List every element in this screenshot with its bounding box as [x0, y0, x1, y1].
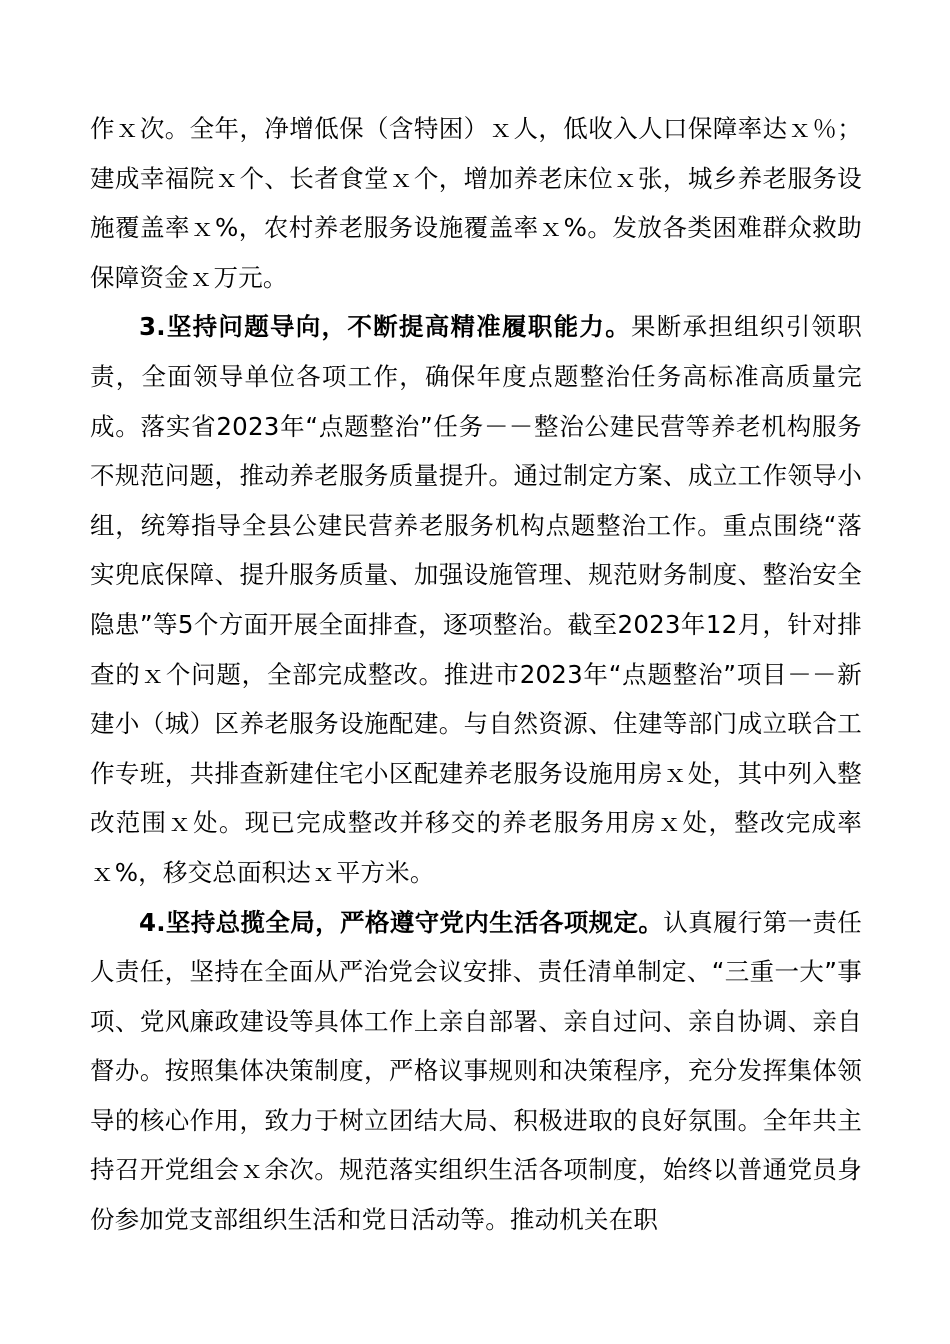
- section-4-heading: 4.坚持总揽全局，严格遵守党内生活各项规定。: [139, 907, 664, 937]
- section-4-text: 认真履行第一责任人责任，坚持在全面从严治党会议安排、责任清单制定、“三重一大”事项、党风廉政建设等具体工作上亲自部署、亲自过问、亲自协调、亲自督办。按照集体决策制度，严格议事规则和决策程序，充分发挥集体领导的核心作用，致力于树立团结大局、积极进取的良好氛围。全年共主持召开党组会ｘ余次。规范落实组织生活各项制度，始终以普通党员身份参加党支部组织生活和党日活动等。推动机关在职: [90, 907, 862, 1235]
- paragraph-1-text: 作ｘ次。全年，净增低保（含特困）ｘ人，低收入人口保障率达ｘ％；建成幸福院ｘ个、长者食堂ｘ个，增加养老床位ｘ张，城乡养老服务设施覆盖率ｘ%，农村养老服务设施覆盖率ｘ%。发放各类困难群众救助保障资金ｘ万元。: [90, 114, 862, 292]
- paragraph-section-4: [90, 898, 862, 1245]
- section-3-text: 果断承担组织引领职责，全面领导单位各项工作，确保年度点题整治任务高标准高质量完成。落实省2023年“点题整治”任务－－整治公建民营等养老机构服务不规范问题，推动养老服务质量提升。通过制定方案、成立工作领导小组，统筹指导全县公建民营养老服务机构点题整治工作。重点围绕“落实兜底保障、提升服务质量、加强设施管理、规范财务制度、整治安全隐患”等5个方面开展全面排查，逐项整治。截至2023年12月，针对排查的ｘ个问题，全部完成整改。推进市2023年“点题整治”项目－－新建小（城）区养老服务设施配建。与自然资源、住建等部门成立联合工作专班，共排查新建住宅小区配建养老服务设施用房ｘ处，其中列入整改范围ｘ处。现已完成整改并移交的养老服务用房ｘ处，整改完成率ｘ%，移交总面积达ｘ平方米。: [90, 312, 862, 887]
- paragraph-section-3: [90, 302, 862, 897]
- paragraph-continuation: [90, 104, 862, 302]
- section-3-heading: 3.坚持问题导向，不断提高精准履职能力。: [139, 312, 631, 342]
- document-body: [90, 104, 862, 1245]
